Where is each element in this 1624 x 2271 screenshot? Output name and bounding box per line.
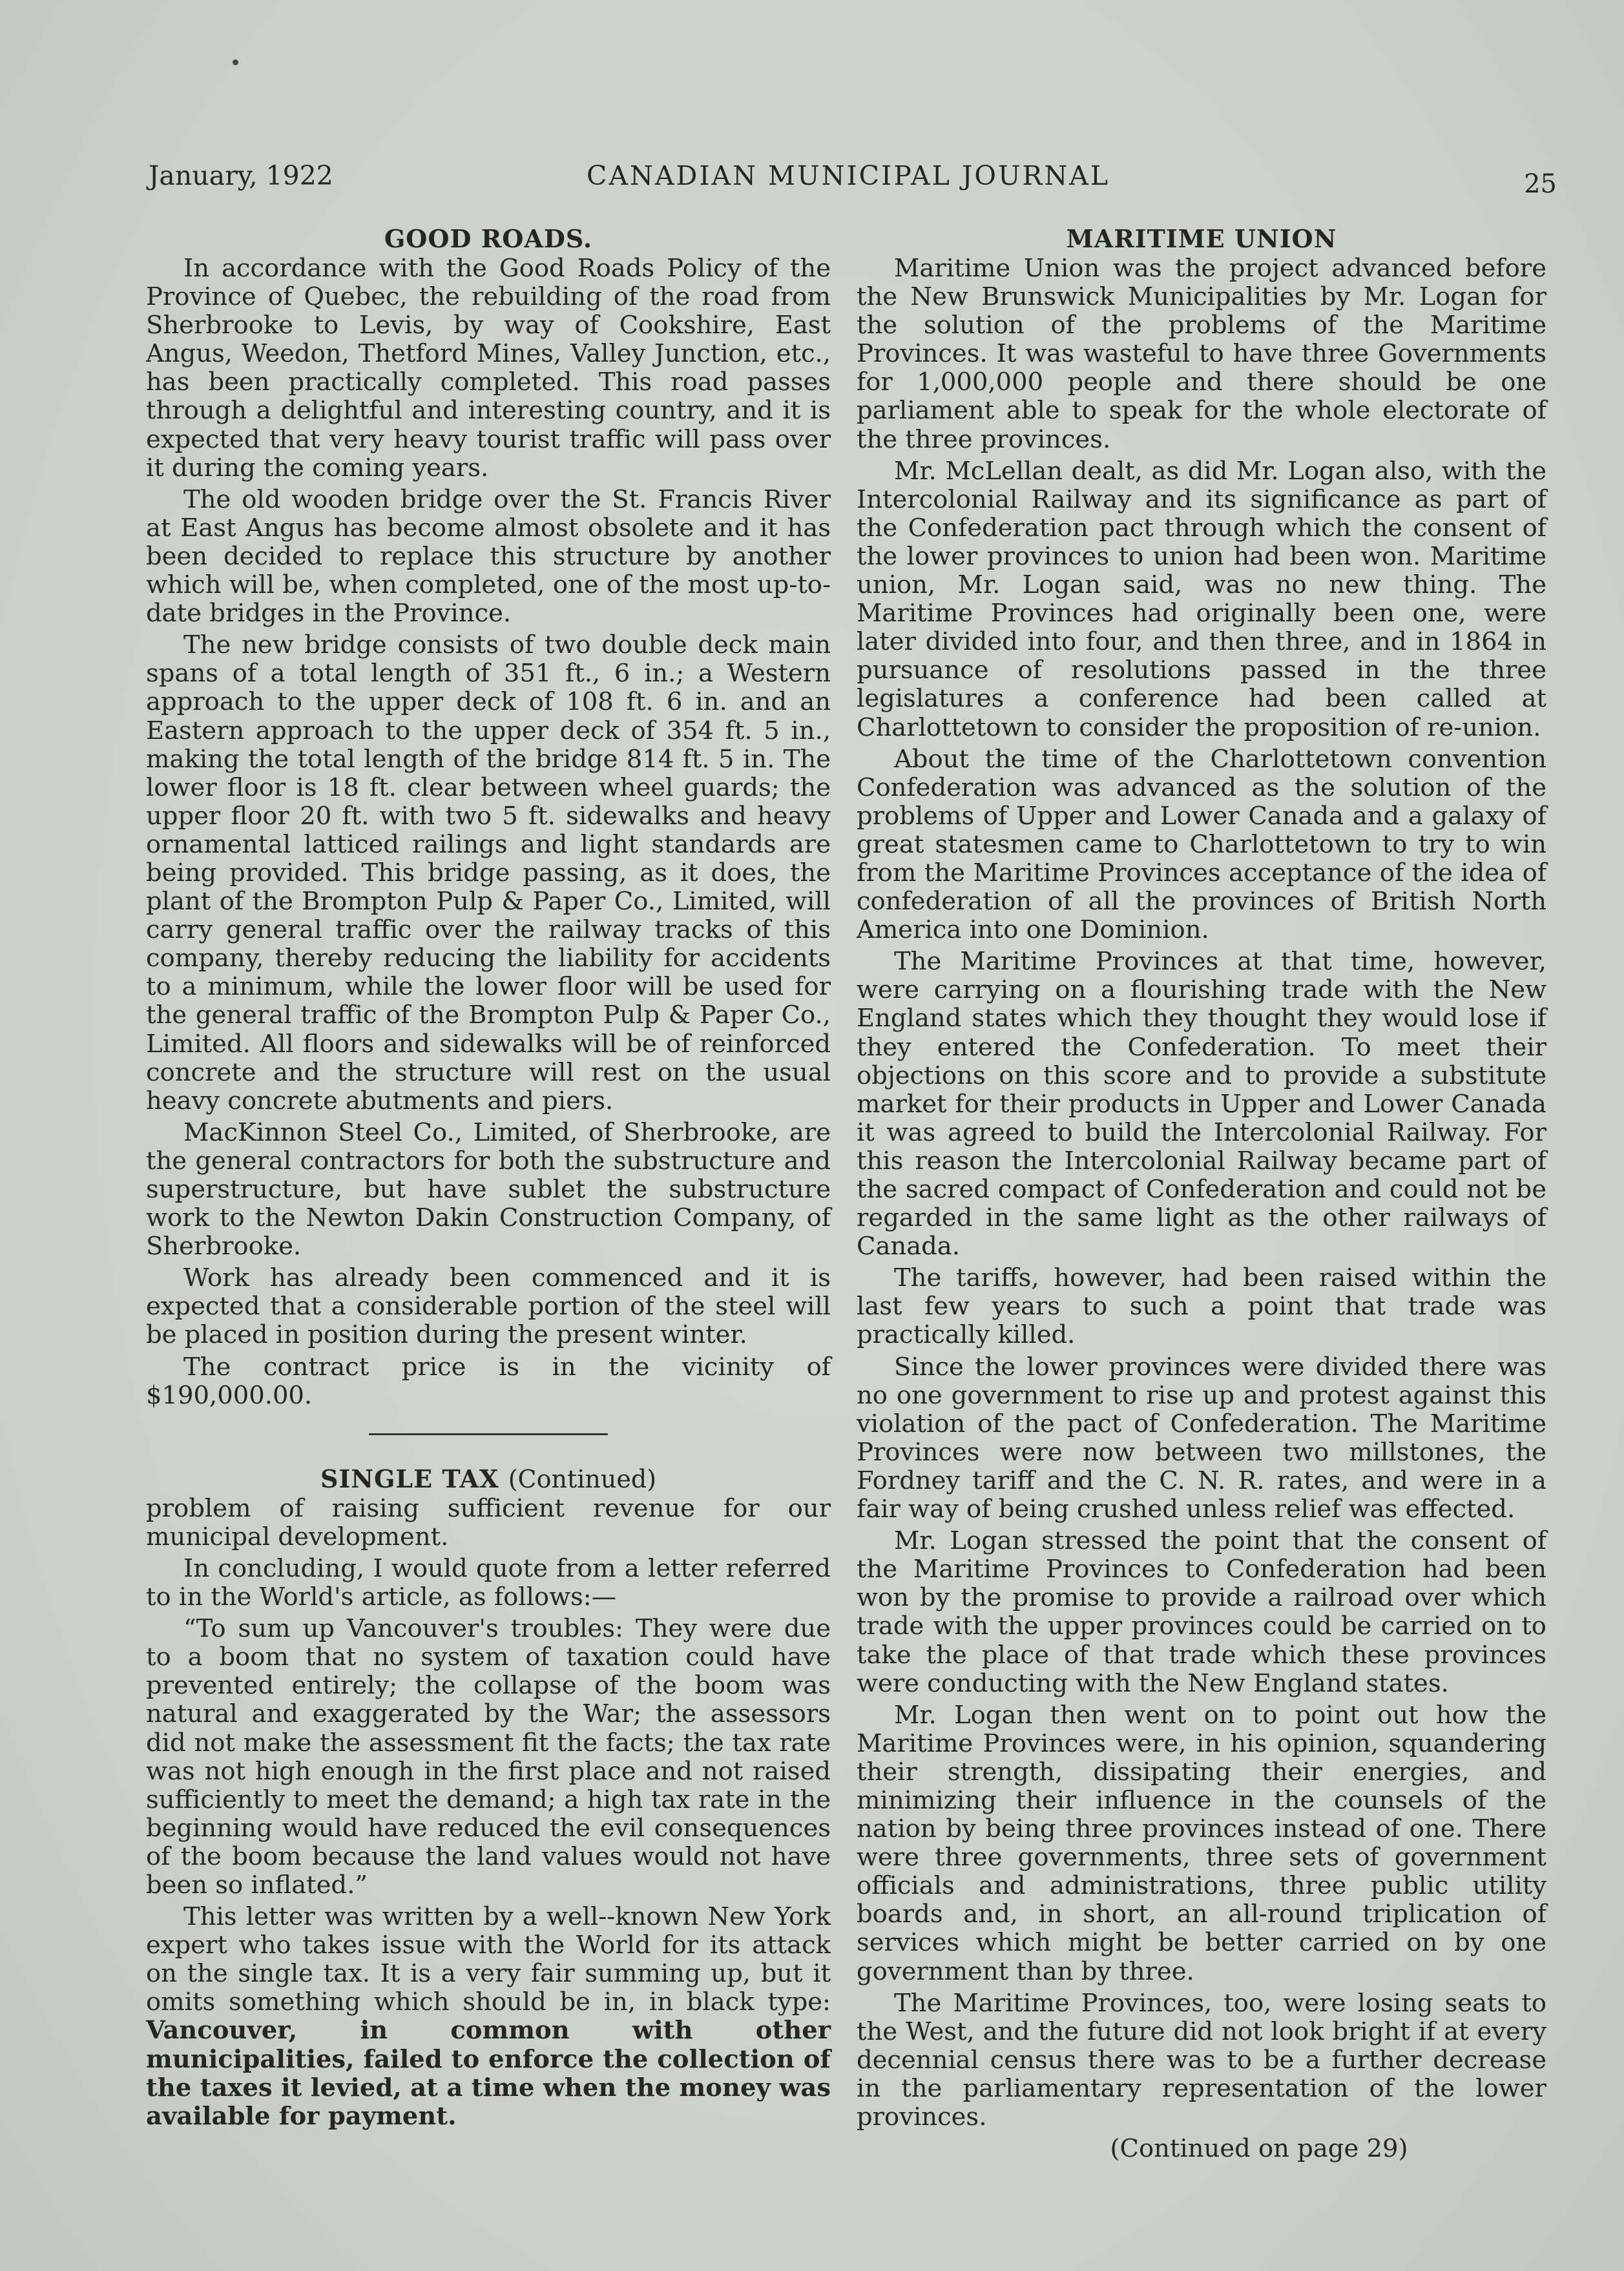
single-tax-title: SINGLE TAX (320, 1464, 499, 1493)
paragraph: In accordance with the Good Roads Policy of the Province of Quebec, the rebuilding of the road from Sherbrooke to Levis, by way of Cookshire, East Angus, Weedon, Thetford Mines, Valley Junction, etc., has been practically completed. This road passes through a delightful and interesting country, and it is expected that very heavy tourist traffic will pass over it during the coming years. (146, 254, 831, 482)
paragraph: Mr. McLellan dealt, as did Mr. Logan also, with the Intercolonial Railway and its significance as part of the Confederation pact through which the consent of the lower provinces to union had been won. Maritime union, Mr. Logan said, was no new thing. The Maritime Provinces had originally been one, were later divided into four, and then three, and in 1864 in pursuance of resolutions passed in the three legislatures a conference had been called at Charlottetown to consider the proposition of re-union. (857, 456, 1546, 742)
page-header (149, 158, 1557, 203)
paragraph: About the time of the Charlottetown convention Confederation was advanced as the solution of the problems of Upper and Lower Canada and a galaxy of great statesmen came to Charlottetown to try to win from the Maritime Provinces acceptance of the idea of confederation of all the provinces of British North America into one Dominion. (857, 744, 1546, 945)
paragraph: The Maritime Provinces at that time, however, were carrying on a flourishing trade with the New England states which they thought they would lose if they entered the Confederation. To meet their objections on this score and to provide a substitute market for their products in Upper and Lower Canada it was agreed to build the Intercolonial Railway. For this reason the Intercolonial Railway became part of the sacred compact of Confederation and could not be regarded in the same light as the other railways of Canada. (857, 947, 1546, 1261)
maritime-union-heading: MARITIME UNION (1066, 224, 1337, 253)
ink-speck (233, 59, 238, 65)
paragraph: In concluding, I would quote from a letter referred to in the World's article, as follows:— (146, 1553, 831, 1612)
closing-text: This letter was written by a well--known New York expert who takes issue with the World for its attack on the single tax. It is a very fair summing up, but it omits something which should be in, in black type: (146, 1902, 831, 2017)
paragraph: problem of raising sufficient revenue for our municipal development. (146, 1493, 831, 1551)
paragraph: The Maritime Provinces, too, were losing seats to the West, and the future did not look bright if at every decennial census there was to be a further decrease in the parliamentary representation of the lower provinces. (857, 1988, 1546, 2131)
right-column (857, 225, 1546, 2163)
paragraph: MacKinnon Steel Co., Limited, of Sherbrooke, are the general contractors for both the substructure and superstructure, but have sublet the substructure work to the Newton Dakin Construction Company, of Sherbrooke. (146, 1117, 831, 1261)
single-tax-heading (146, 1465, 831, 1493)
single-tax-continued: (Continued) (508, 1464, 656, 1493)
paragraph (146, 1903, 831, 2131)
section-divider (369, 1433, 608, 1435)
page-number: 25 (1524, 169, 1557, 199)
left-column (146, 225, 831, 2131)
paragraph: Work has already been commenced and it is expected that a considerable portion of the steel will be placed in position during the present winter. (146, 1263, 831, 1350)
paragraph: The contract price is in the vicinity of $190,000.00. (146, 1352, 831, 1410)
continued-note: (Continued on page 29) (1110, 2134, 1408, 2164)
quoted-letter: “To sum up Vancouver's troubles: They were due to a boom that no system of taxation could have prevented entirely; the collapse of the boom was natural and exaggerated by the War; the assessors did not make the assessment fit the facts; the tax rate was not high enough in the first place and not raised sufficiently to meet the demand; a high tax rate in the beginning would have reduced the evil consequences of the boom because the land values would not have been so inflated.” (146, 1614, 831, 1900)
paragraph: Mr. Logan then went on to point out how the Maritime Provinces were, in his opinion, squandering their strength, dissipating their energies, and minimizing their influence in the counsels of the nation by being three provinces instead of one. There were three governments, three sets of government officials and administrations, three public utility boards and, in short, an all-round triplication of services which might be better carried on by one government than by three. (857, 1700, 1546, 1986)
paragraph: Maritime Union was the project advanced before the New Brunswick Municipalities by Mr. Logan for the solution of the problems of the Maritime Provinces. It was wasteful to have three Governments for 1,000,000 people and there should be one parliament able to speak for the whole electorate of the three provinces. (857, 254, 1546, 454)
bold-statement: Vancouver, in common with other municipalities, failed to enforce the collection of the taxes it levied, at a time when the money was available for payment. (146, 2016, 831, 2131)
paragraph: The tariffs, however, had been raised within the last few years to such a point that trade was practically killed. (857, 1263, 1546, 1350)
journal-title: CANADIAN MUNICIPAL JOURNAL (587, 160, 1110, 191)
paragraph: The old wooden bridge over the St. Francis River at East Angus has become almost obsolete and it has been decided to replace this structure by another which will be, when completed, one of the most up-to-date bridges in the Province. (146, 484, 831, 628)
good-roads-heading: GOOD ROADS. (384, 224, 593, 253)
paragraph: The new bridge consists of two double deck main spans of a total length of 351 ft., 6 in.; a Western approach to the upper deck of 108 ft. 6 in. and an Eastern approach to the upper deck of 354 ft. 5 in., making the total length of the bridge 814 ft. 5 in. The lower floor is 18 ft. clear between wheel guards; the upper floor 20 ft. with two 5 ft. sidewalks and heavy ornamental latticed railings and light standards are being provided. This bridge passing, as it does, the plant of the Brompton Pulp & Paper Co., Limited, will carry general traffic over the railway tracks of this company, thereby reducing the liability for accidents to a minimum, while the lower floor will be used for the general traffic of the Brompton Pulp & Paper Co., Limited. All floors and sidewalks will be of reinforced concrete and the structure will rest on the usual heavy concrete abutments and piers. (146, 630, 831, 1115)
issue-date: January, 1922 (149, 160, 333, 191)
paragraph: Since the lower provinces were divided there was no one government to rise up and protest against this violation of the pact of Confederation. The Maritime Provinces were now between two millstones, the Fordney tariff and the C. N. R. rates, and were in a fair way of being crushed unless relief was effected. (857, 1352, 1546, 1524)
paragraph: Mr. Logan stressed the point that the consent of the Maritime Provinces to Confederation had been won by the promise to provide a railroad over which trade with the upper provinces could be carried on to take the place of that trade which these provinces were conducting with the New England states. (857, 1526, 1546, 1698)
